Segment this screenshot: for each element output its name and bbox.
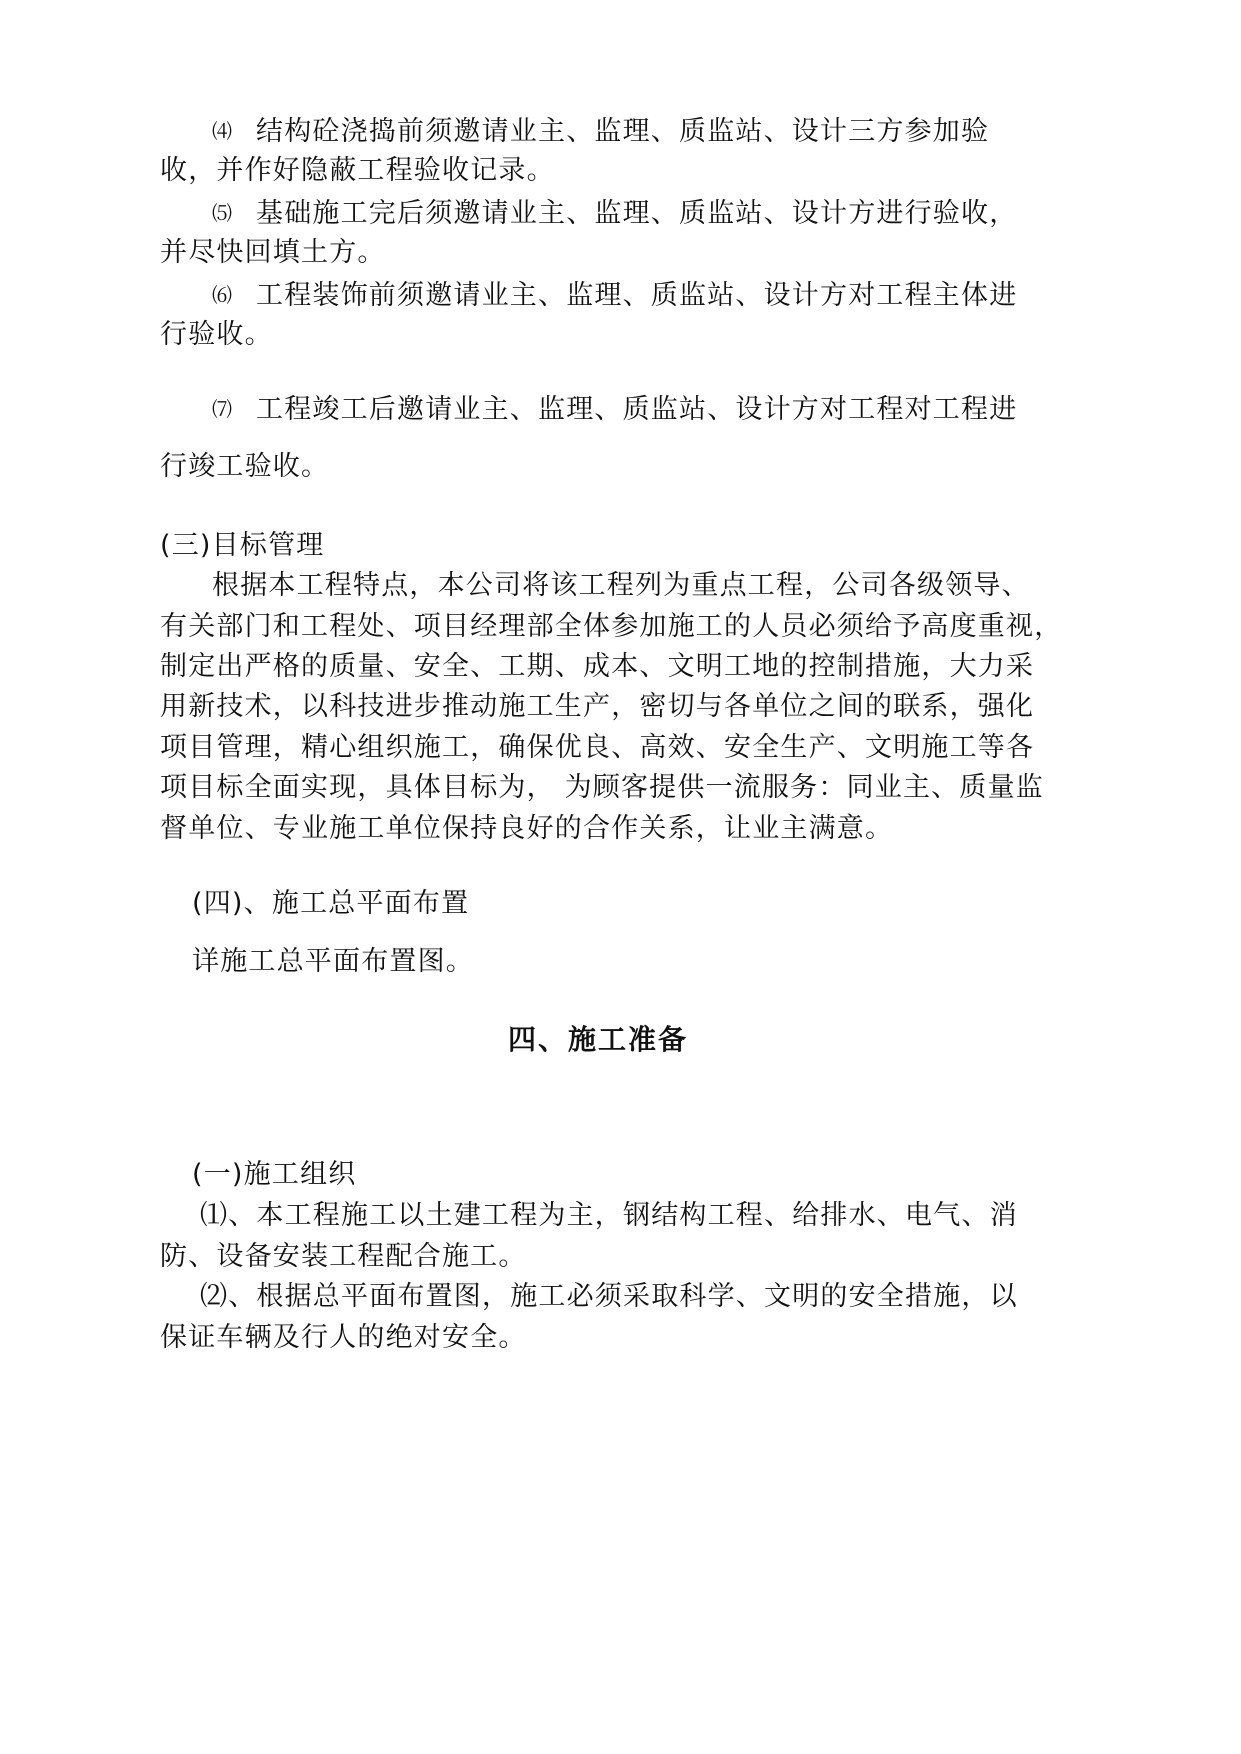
section3-line-3: 制定出严格的质量、安全、工期、成本、文明工地的控制措施，大力采 xyxy=(160,651,1035,682)
item-6-line2: 行验收。 xyxy=(160,319,273,350)
item-7-text: 工程竣工后邀请业主、监理、质监站、设计方对工程对工程进 xyxy=(256,394,1018,425)
item-4-line1 xyxy=(212,114,989,149)
item-7-number: ⑺ xyxy=(212,397,234,421)
item-7-line2: 行竣工验收。 xyxy=(160,451,330,482)
sub1-item-1-line2: 防、设备安装工程配合施工。 xyxy=(160,1241,527,1272)
section3-line-1: 根据本工程特点，本公司将该工程列为重点工程，公司各级领导、 xyxy=(212,570,1030,601)
sub1-item-2-line2: 保证车辆及行人的绝对安全。 xyxy=(160,1322,527,1353)
section3-line-7: 督单位、专业施工单位保持良好的合作关系，让业主满意。 xyxy=(160,813,894,844)
sub1-item-1-line1: ⑴、本工程施工以土建工程为主，钢结构工程、给排水、电气、消 xyxy=(200,1200,1018,1231)
item-5-line1 xyxy=(212,196,1017,231)
sub1-item-2-line1: ⑵、根据总平面布置图，施工必须采取科学、文明的安全措施，以 xyxy=(200,1281,1018,1312)
item-4-text: 结构砼浇捣前须邀请业主、监理、质监站、设计三方参加验 xyxy=(256,116,990,147)
item-7-line1 xyxy=(212,392,1017,427)
section3-heading: (三)目标管理 xyxy=(160,530,325,561)
item-6-number: ⑹ xyxy=(212,283,234,307)
item-6-text: 工程装饰前须邀请业主、监理、质监站、设计方对工程主体进 xyxy=(256,280,1018,311)
section3-line-2: 有关部门和工程处、项目经理部全体参加施工的人员必须给予高度重视， xyxy=(160,611,1063,642)
item-4-number: ⑷ xyxy=(212,119,234,143)
section4-heading: (四)、施工总平面布置 xyxy=(192,888,470,919)
chapter-title: 四、施工准备 xyxy=(508,1023,689,1056)
section3-line-6: 项目标全面实现，具体目标为， 为顾客提供一流服务：同业主、质量监 xyxy=(160,772,1044,803)
item-5-text: 基础施工完后须邀请业主、监理、质监站、设计方进行验收， xyxy=(256,198,1018,229)
section4-text: 详施工总平面布置图。 xyxy=(192,946,474,977)
sub1-heading: (一)施工组织 xyxy=(192,1159,357,1190)
item-5-number: ⑸ xyxy=(212,201,234,225)
item-6-line1 xyxy=(212,278,1017,313)
item-4-line2: 收，并作好隐蔽工程验收记录。 xyxy=(160,155,555,186)
section3-line-5: 项目管理，精心组织施工，确保优良、高效、安全生产、文明施工等各 xyxy=(160,732,1035,763)
section3-line-4: 用新技术，以科技进步推动施工生产，密切与各单位之间的联系，强化 xyxy=(160,691,1035,722)
item-5-line2: 并尽快回填土方。 xyxy=(160,237,386,268)
